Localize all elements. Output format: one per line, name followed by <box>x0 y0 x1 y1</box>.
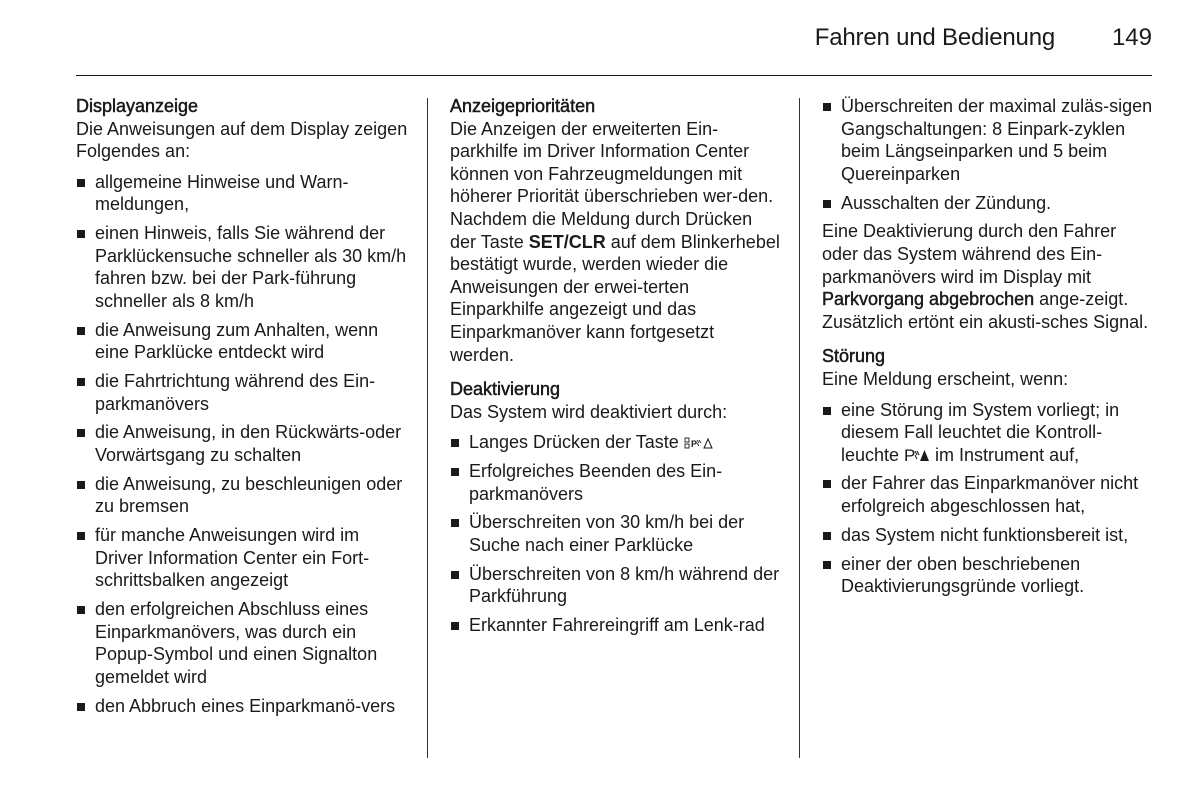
list-item-text: Langes Drücken der Taste <box>469 432 684 453</box>
column-divider-left <box>427 98 428 758</box>
paragraph-text: Eine Deaktivierung durch den Fahrer oder das System während des Ein-parkmanövers wird im Display mit <box>822 221 1117 287</box>
svg-text:P: P <box>690 439 697 450</box>
fault-list <box>822 399 1157 598</box>
list-item: Erfolgreiches Beenden des Ein-parkmanövers <box>450 460 780 505</box>
column-3 <box>822 95 1157 604</box>
priorities-paragraph <box>450 118 780 367</box>
abort-paragraph <box>822 220 1157 333</box>
parking-assist-warning-light-icon <box>904 446 930 464</box>
list-item: Überschreiten von 30 km/h bei der Suche nach einer Parklücke <box>450 511 780 556</box>
list-item: allgemeine Hinweise und Warn-meldungen, <box>76 171 411 216</box>
deactivation-list <box>450 431 780 637</box>
list-item <box>822 399 1157 467</box>
list-item-text: im Instrument auf, <box>930 444 1080 465</box>
list-item: Ausschalten der Zündung. <box>822 192 1157 215</box>
fault-intro: Eine Meldung erscheint, wenn: <box>822 368 1069 389</box>
heading-text: Störung <box>822 346 886 367</box>
deactivation-list-continued <box>822 95 1157 214</box>
list-item: Erkannter Fahrereingriff am Lenk-rad <box>450 614 780 637</box>
parking-assist-button-icon <box>684 433 714 450</box>
heading-text: Deaktivierung <box>450 379 561 400</box>
list-item: den Abbruch eines Einparkmanö-vers <box>76 695 411 718</box>
header-divider <box>76 75 1152 76</box>
list-item: die Fahrtrichtung während des Ein-parkmanövers <box>76 370 411 415</box>
column-2 <box>450 95 780 643</box>
set-clr-button-label: SET/CLR <box>528 231 606 252</box>
heading-stoerung <box>822 345 1157 368</box>
list-item: das System nicht funktionsbereit ist, <box>822 524 1157 547</box>
list-item: die Anweisung, zu beschleunigen oder zu bremsen <box>76 473 411 518</box>
heading-displayanzeige <box>76 95 411 118</box>
display-message-term: Parkvorgang abgebrochen <box>822 289 1035 310</box>
page-number: 149 <box>1111 24 1152 51</box>
deactivation-intro: Das System wird deaktiviert durch: <box>450 401 728 422</box>
paragraph-text: ange-zeigt. Zusätzlich ertönt ein akusti-sches Signal. <box>822 289 1149 332</box>
heading-text: Anzeigeprioritäten <box>450 96 596 116</box>
heading-anzeigeprioritaeten <box>450 95 780 118</box>
list-item: für manche Anweisungen wird im Driver Information Center ein Fort-schrittsbalken angezeigt <box>76 524 411 592</box>
intro-paragraph: Die Anweisungen auf dem Display zeigen Folgendes an: <box>76 118 408 162</box>
paragraph-text: auf dem Blinkerhebel bestätigt wurde, werden wieder die Anweisungen der erwei-terten Einparkhilfe angezeigt und das Einparkmanöver kann fortgesetzt werden. <box>450 231 780 365</box>
list-item: Überschreiten der maximal zuläs-sigen Gangschaltungen: 8 Einpark-zyklen beim Längseinparken und 5 beim Quereinparken <box>822 95 1157 185</box>
list-item: der Fahrer das Einparkmanöver nicht erfolgreich abgeschlossen hat, <box>822 472 1157 517</box>
list-item: den erfolgreichen Abschluss eines Einparkmanövers, was durch ein Popup-Symbol und einen Signalton gemeldet wird <box>76 598 411 688</box>
column-divider-right <box>799 98 800 758</box>
list-item: einen Hinweis, falls Sie während der Parklückensuche schneller als 30 km/h fahren bzw. bei der Park-führung schneller als 8 km/h <box>76 222 411 312</box>
heading-deaktivierung <box>450 378 780 401</box>
display-instructions-list <box>76 171 411 718</box>
svg-text:P: P <box>904 445 916 464</box>
heading-text: Displayanzeige <box>76 96 199 116</box>
list-item: einer der oben beschriebenen Deaktivierungsgründe vorliegt. <box>822 553 1157 598</box>
column-1 <box>76 95 411 724</box>
section-title: Fahren und Bedienung <box>814 24 1055 51</box>
list-item-text: eine Störung im System vorliegt; in diesem Fall leuchtet die Kontroll-leuchte <box>841 399 1120 465</box>
list-item: die Anweisung zum Anhalten, wenn eine Parklücke entdeckt wird <box>76 319 411 364</box>
paragraph-text: Die Anzeigen der erweiterten Ein-parkhilfe im Driver Information Center können von Fahrzeugmeldungen mit höherer Priorität überschrieben wer-den. Nachdem die Meldung durch Drücken der Taste <box>450 118 774 252</box>
list-item <box>450 431 780 454</box>
list-item: Überschreiten von 8 km/h während der Parkführung <box>450 563 780 608</box>
list-item: die Anweisung, in den Rückwärts-oder Vorwärtsgang zu schalten <box>76 421 411 466</box>
